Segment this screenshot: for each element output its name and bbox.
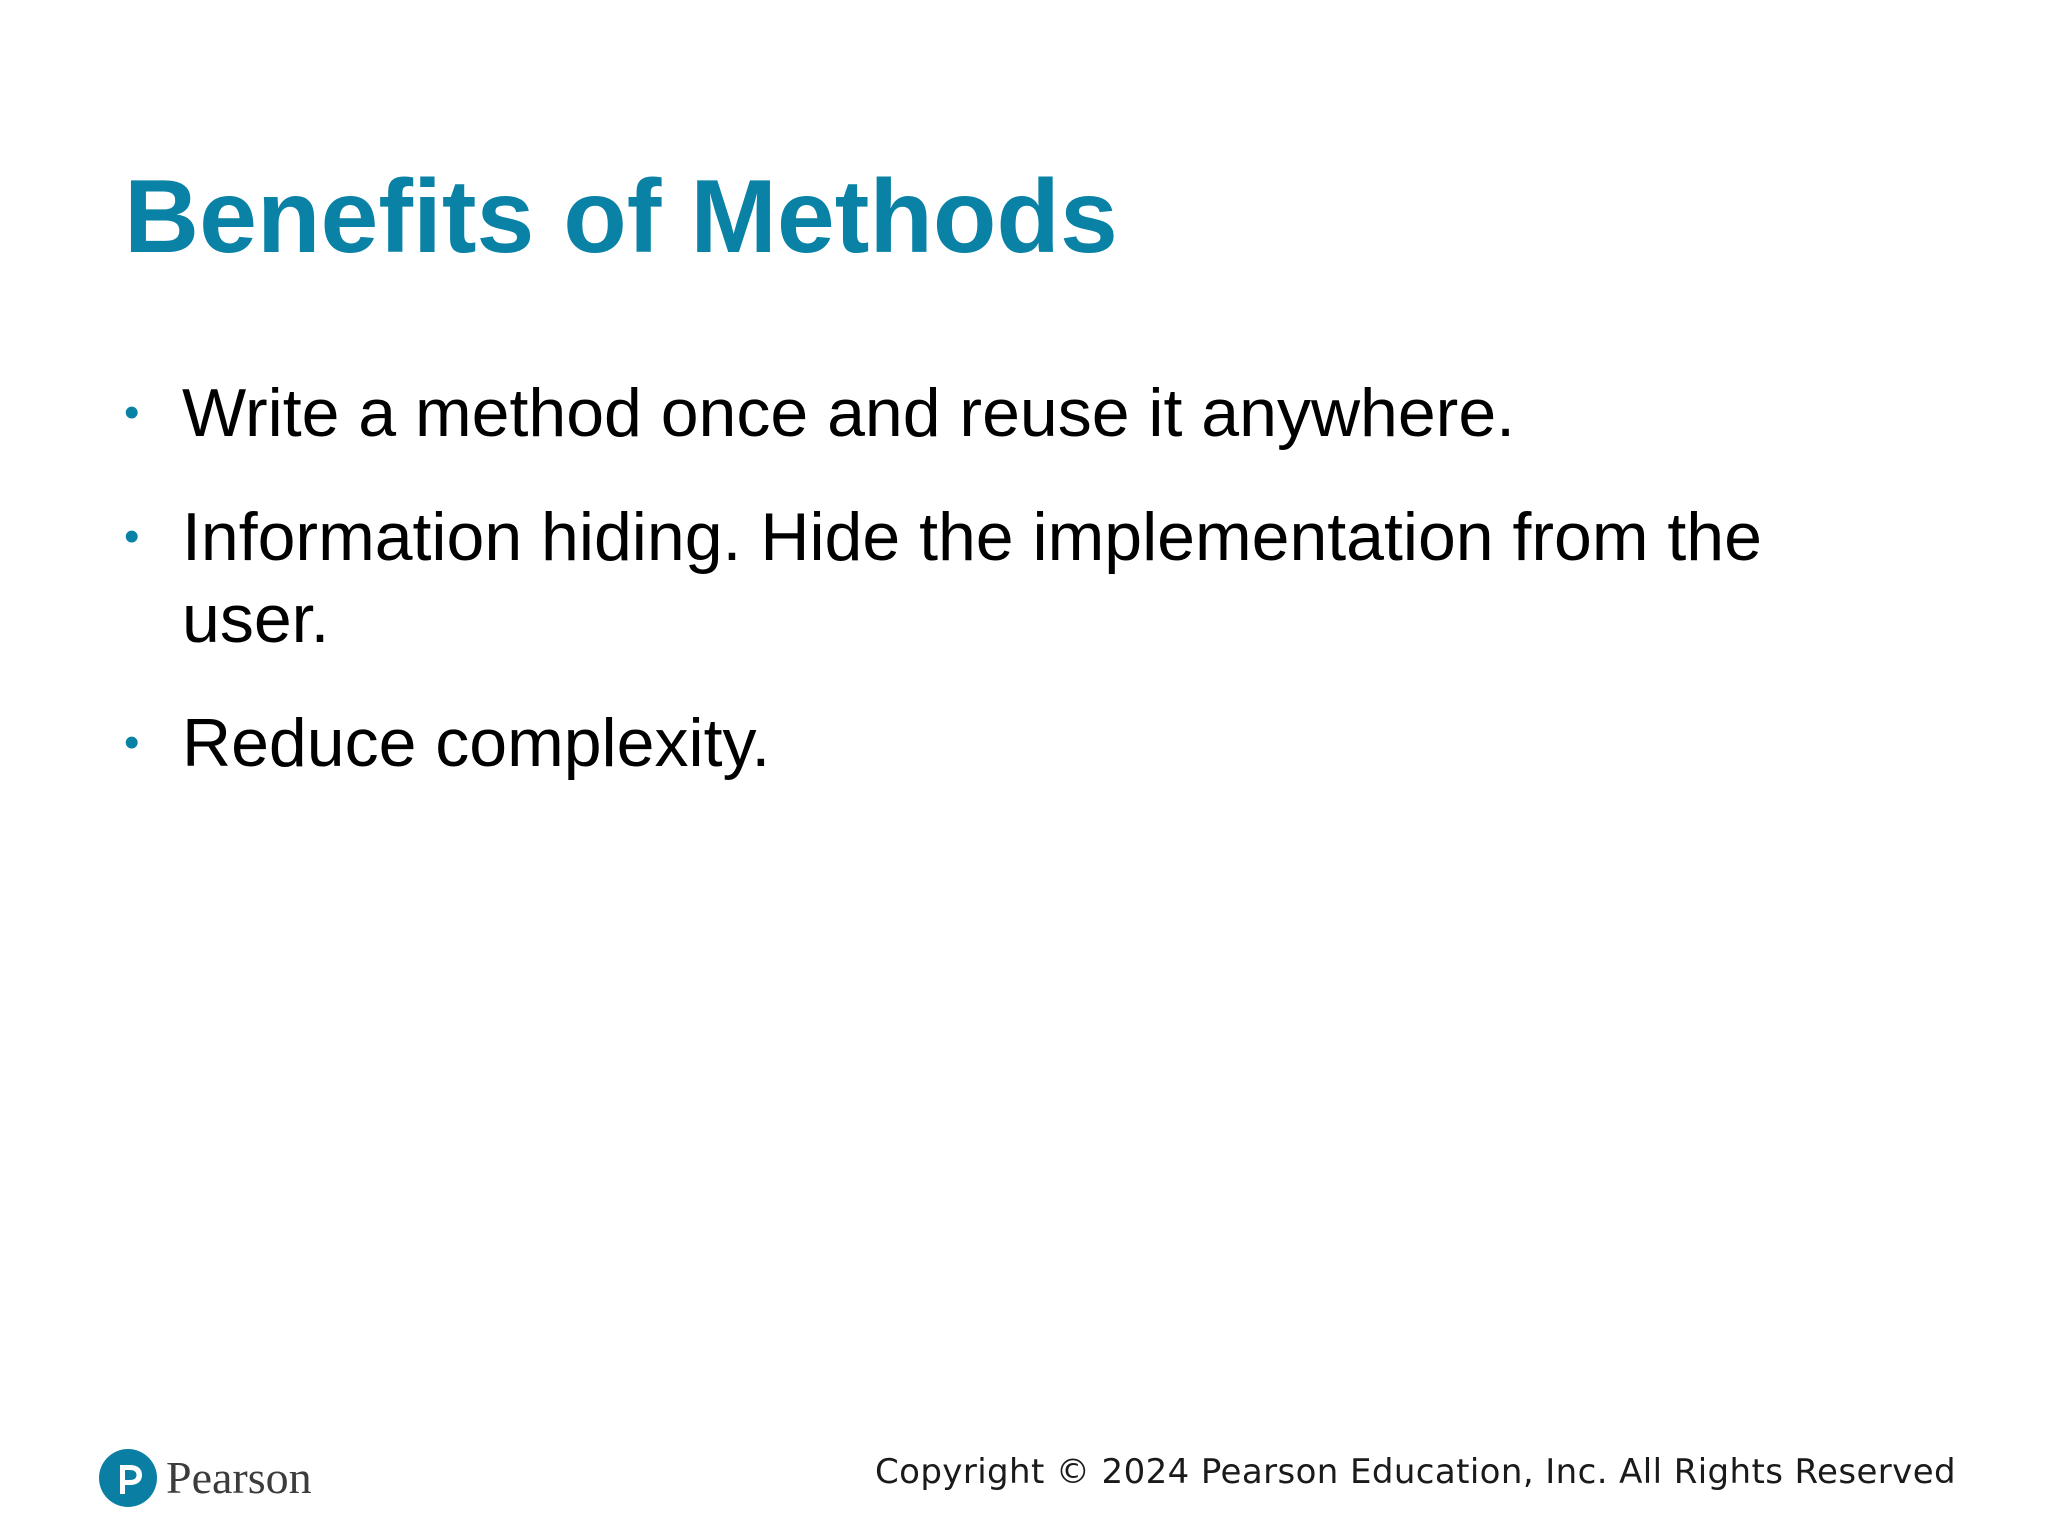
bullet-text: Information hiding. Hide the implementation from the user.	[182, 499, 1762, 657]
bullet-list	[124, 372, 1844, 826]
logo-wordmark: Pearson	[166, 1452, 312, 1503]
bullet-item	[124, 372, 1844, 454]
bullet-dot-icon: •	[124, 718, 140, 767]
bullet-item	[124, 702, 1844, 784]
pearson-logo	[98, 1448, 312, 1508]
bullet-item	[124, 496, 1844, 660]
copyright-notice: Copyright © 2024 Pearson Education, Inc. All Rights Reserved	[874, 1452, 1956, 1492]
slide-title: Benefits of Methods	[124, 159, 1118, 275]
bullet-dot-icon: •	[124, 512, 140, 561]
pearson-p-icon	[98, 1448, 158, 1508]
bullet-text: Reduce complexity.	[182, 705, 771, 781]
bullet-text: Write a method once and reuse it anywhere.	[182, 375, 1516, 451]
bullet-dot-icon: •	[124, 388, 140, 437]
